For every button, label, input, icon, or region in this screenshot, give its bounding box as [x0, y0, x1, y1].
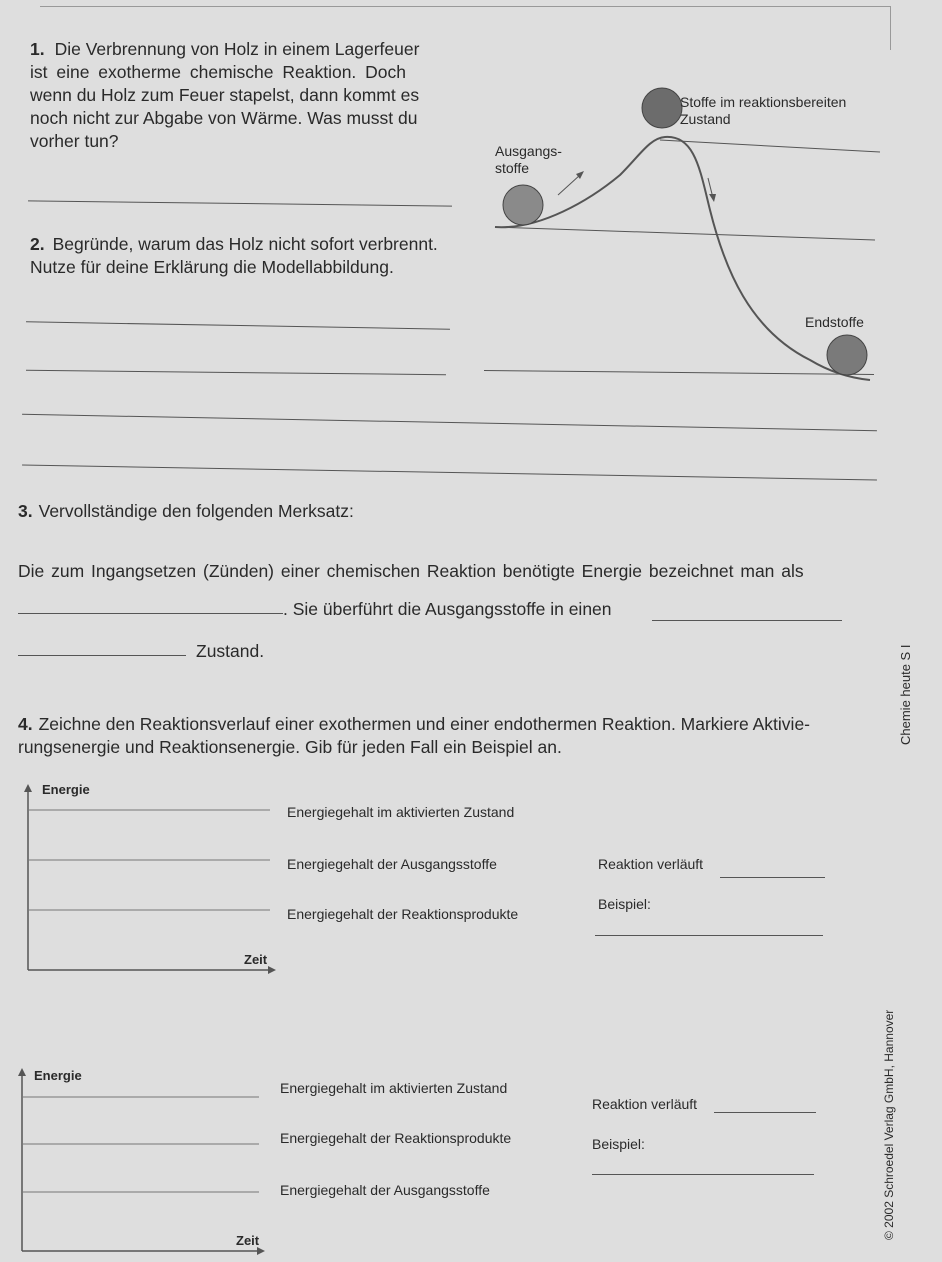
example-label: Beispiel: [598, 896, 651, 912]
label-start-1: Ausgangs- [495, 143, 562, 159]
graph-endothermic [14, 1064, 834, 1259]
x-axis-arrow-icon [268, 966, 276, 974]
task4-text [18, 713, 878, 759]
level-mid-label: Energiegehalt der Ausgangsstoffe [287, 856, 497, 872]
y-axis-arrow-icon [24, 784, 32, 792]
activated-level-line [660, 140, 880, 152]
answer-line[interactable] [26, 321, 450, 329]
example-label: Beispiel: [592, 1136, 645, 1152]
task2-number: 2. [30, 234, 45, 254]
task1-line: Die Verbrennung von Holz in einem Lagerfeuer [54, 39, 420, 59]
axis-x-label: Zeit [244, 952, 268, 967]
blank-state[interactable] [652, 620, 842, 621]
blank-state-continued[interactable] [18, 655, 186, 656]
label-start-2: stoffe [495, 160, 529, 176]
graph1-axes [20, 780, 290, 980]
start-substance-ball [503, 185, 543, 225]
task4-line: rungsenergie und Reaktionsenergie. Gib für jeden Fall ein Beispiel an. [18, 737, 562, 757]
top-border-line [40, 6, 890, 7]
label-end: Endstoffe [805, 314, 864, 330]
example-blank[interactable] [595, 935, 823, 936]
answer-line[interactable] [28, 200, 452, 206]
level-low-label: Energiegehalt der Ausgangsstoffe [280, 1182, 490, 1198]
task4-number: 4. [18, 714, 33, 734]
x-axis-arrow-icon [257, 1247, 265, 1255]
level-low-label: Energiegehalt der Reaktionsprodukte [287, 906, 519, 922]
label-activated-2: Zustand [680, 111, 731, 127]
task1-line: vorher tun? [30, 131, 119, 151]
task3-sentence-3: Zustand. [196, 641, 265, 661]
task1-line: noch nicht zur Abgabe von Wärme. Was musst du [30, 108, 418, 128]
top-border-right [890, 6, 891, 50]
axis-y-label: Energie [42, 782, 90, 797]
task1-line: ist eine exotherme chemische Reaktion. Doch [30, 62, 407, 82]
task3-sentence-1: Die zum Ingangsetzen (Zünden) einer chemischen Reaktion benötigte Energie bezeichnet man als [18, 561, 804, 581]
reaction-label: Reaktion verläuft [598, 856, 704, 872]
graph-exothermic [20, 780, 840, 980]
activated-substance-ball [642, 88, 682, 128]
task3-number: 3. [18, 501, 33, 521]
label-activated-1: Stoffe im reaktionsbereiten [680, 94, 847, 110]
answer-line[interactable] [26, 370, 446, 375]
arrow-down-head-icon [709, 194, 716, 202]
task2-text [30, 233, 480, 279]
answer-line[interactable] [22, 465, 877, 481]
task1-line: wenn du Holz zum Feuer stapelst, dann kommt es [30, 85, 420, 105]
axis-y-label: Energie [34, 1068, 82, 1083]
level-top-label: Energiegehalt im aktivierten Zustand [287, 804, 515, 820]
reaction-blank[interactable] [714, 1112, 816, 1113]
level-mid-label: Energiegehalt der Reaktionsprodukte [280, 1130, 512, 1146]
copyright-label: © 2002 Schroedel Verlag GmbH, Hannover [882, 1009, 896, 1240]
task4-line: Zeichne den Reaktionsverlauf einer exothermen und einer endothermen Reaktion. Markiere Aktivie- [38, 714, 811, 734]
start-level-line [495, 227, 875, 240]
reaction-blank[interactable] [720, 877, 825, 878]
end-substance-ball [827, 335, 867, 375]
series-label: Chemie heute S I [898, 644, 913, 745]
answer-line[interactable] [22, 414, 877, 431]
task2-line: Nutze für deine Erklärung die Modellabbildung. [30, 257, 394, 277]
label-start [495, 143, 562, 177]
label-activated [680, 94, 846, 128]
level-top-label: Energiegehalt im aktivierten Zustand [280, 1080, 508, 1096]
task2-line: Begründe, warum das Holz nicht sofort verbrennt. [52, 234, 438, 254]
reaction-label: Reaktion verläuft [592, 1096, 698, 1112]
y-axis-arrow-icon [18, 1068, 26, 1076]
example-blank[interactable] [592, 1174, 814, 1175]
task1-text [30, 38, 470, 153]
model-diagram [480, 80, 900, 390]
axis-x-label: Zeit [236, 1233, 260, 1248]
task3-sentence-2: . Sie überführt die Ausgangsstoffe in einen [283, 599, 612, 619]
graph2-axes [14, 1064, 284, 1259]
blank-activation-energy[interactable] [18, 613, 283, 614]
arrow-up-icon [558, 175, 580, 195]
task3-title [18, 500, 354, 523]
task3-title-text: Vervollständige den folgenden Merksatz: [38, 501, 354, 521]
task1-number: 1. [30, 39, 45, 59]
